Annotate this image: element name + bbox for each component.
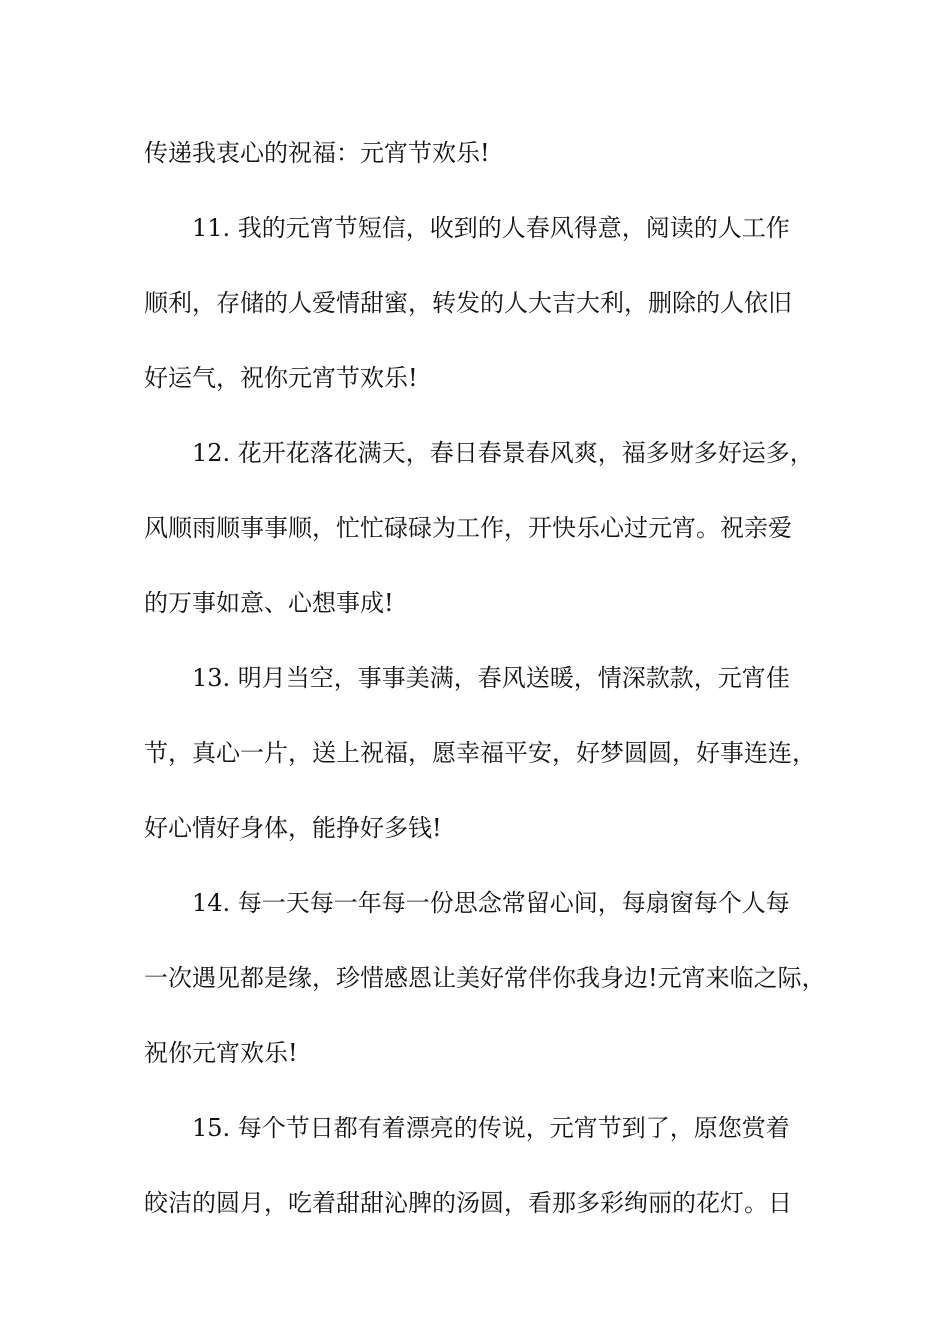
item-14-line: 14. 每一天每一年每一份思念常留心间，每扇窗每个人每 [192, 889, 790, 917]
item-12-line: 12. 花开花落花满天，春日春景春风爽，福多财多好运多， [192, 439, 814, 467]
text-line: 的万事如意、心想事成! [144, 589, 394, 617]
text-line: 祝你元宵欢乐! [144, 1039, 298, 1067]
item-11-line: 11. 我的元宵节短信，收到的人春风得意，阅读的人工作 [192, 214, 790, 242]
text-line: 好运气，祝你元宵节欢乐! [144, 364, 418, 392]
text-line: 一次遇见都是缘，珍惜感恩让美好常伴你我身边!元宵来临之际， [144, 964, 826, 992]
text-line: 好心情好身体，能挣好多钱! [144, 814, 442, 842]
text-line: 风顺雨顺事事顺，忙忙碌碌为工作，开快乐心过元宵。祝亲爱 [144, 514, 792, 542]
item-13-line: 13. 明月当空，事事美满，春风送暖，情深款款，元宵佳 [192, 664, 790, 692]
text-line: 皎洁的圆月，吃着甜甜沁脾的汤圆，看那多彩绚丽的花灯。日 [144, 1189, 792, 1217]
text-line: 传递我衷心的祝福：元宵节欢乐! [144, 139, 490, 167]
text-line: 节，真心一片，送上祝福，愿幸福平安，好梦圆圆，好事连连， [144, 739, 816, 767]
text-line: 顺利，存储的人爱情甜蜜，转发的人大吉大利，删除的人依旧 [144, 289, 792, 317]
item-15-line: 15. 每个节日都有着漂亮的传说，元宵节到了，原您赏着 [192, 1114, 790, 1142]
